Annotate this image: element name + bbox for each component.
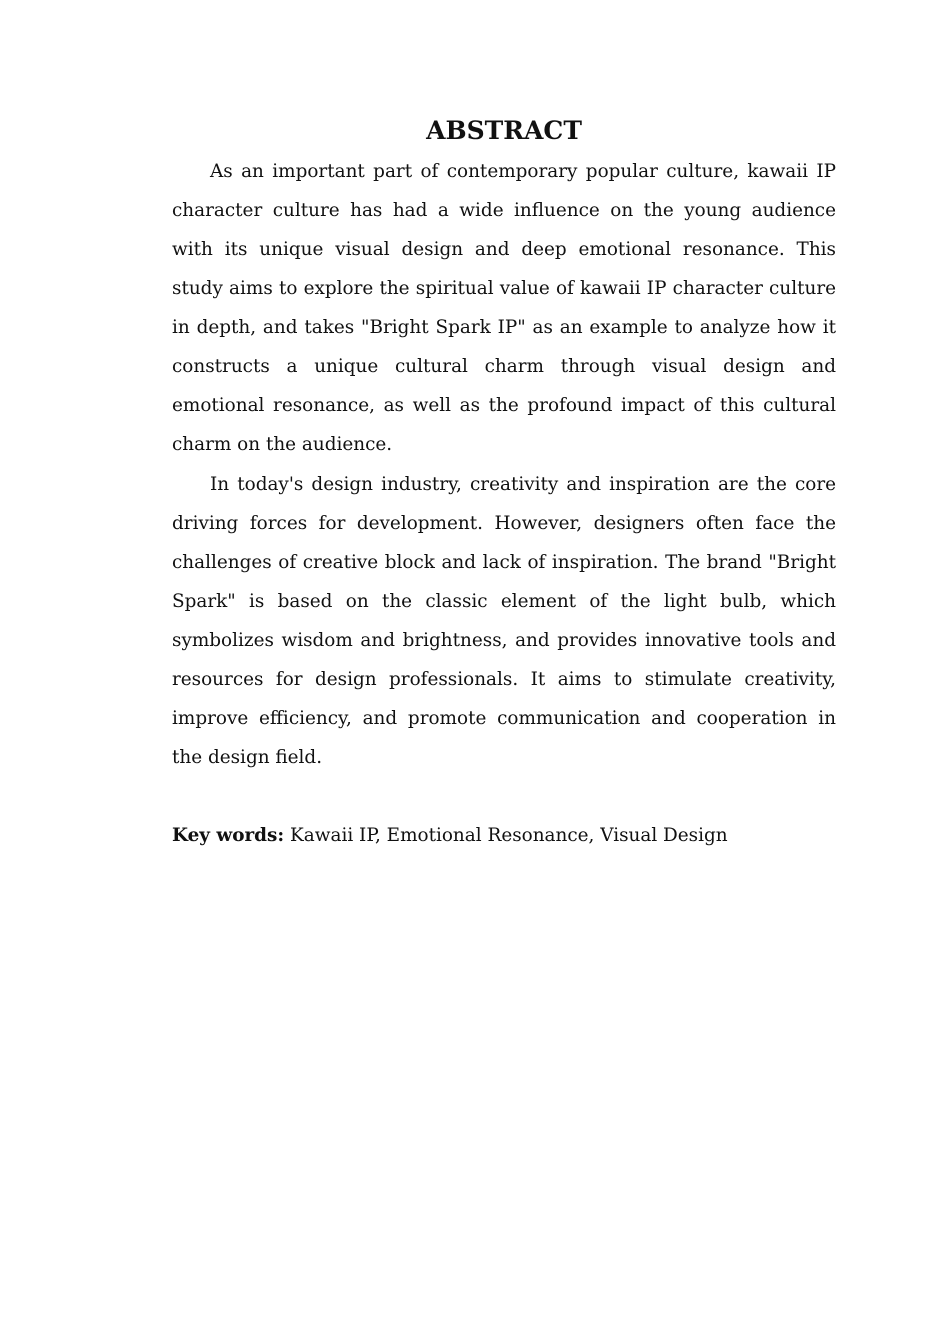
keywords-text: Kawaii IP, Emotional Resonance, Visual Design: [290, 825, 728, 846]
abstract-paragraph-1: As an important part of contemporary popular culture, kawaii IP character culture has had a wide influence on the young audience with its unique visual design and deep emotional resonance. This study aims to explore the spiritual value of kawaii IP character culture in depth, and takes "Bright Spark IP" as an example to analyze how it constructs a unique cultural charm through visual design and emotional resonance, as well as the profound impact of this cultural charm on the audience.: [172, 161, 836, 455]
abstract-title: ABSTRACT: [426, 116, 582, 145]
keywords-line: [172, 816, 836, 855]
abstract-paragraph-2: In today's design industry, creativity and inspiration are the core driving forces for development. However, designers often face the challenges of creative block and lack of inspiration. The brand "Bright Spark" is based on the classic element of the light bulb, which symbolizes wisdom and brightness, and provides innovative tools and resources for design professionals. It aims to stimulate creativity, improve efficiency, and promote communication and cooperation in the design field.: [172, 474, 836, 768]
abstract-section: [172, 112, 836, 855]
keywords-label: Key words:: [172, 825, 285, 846]
